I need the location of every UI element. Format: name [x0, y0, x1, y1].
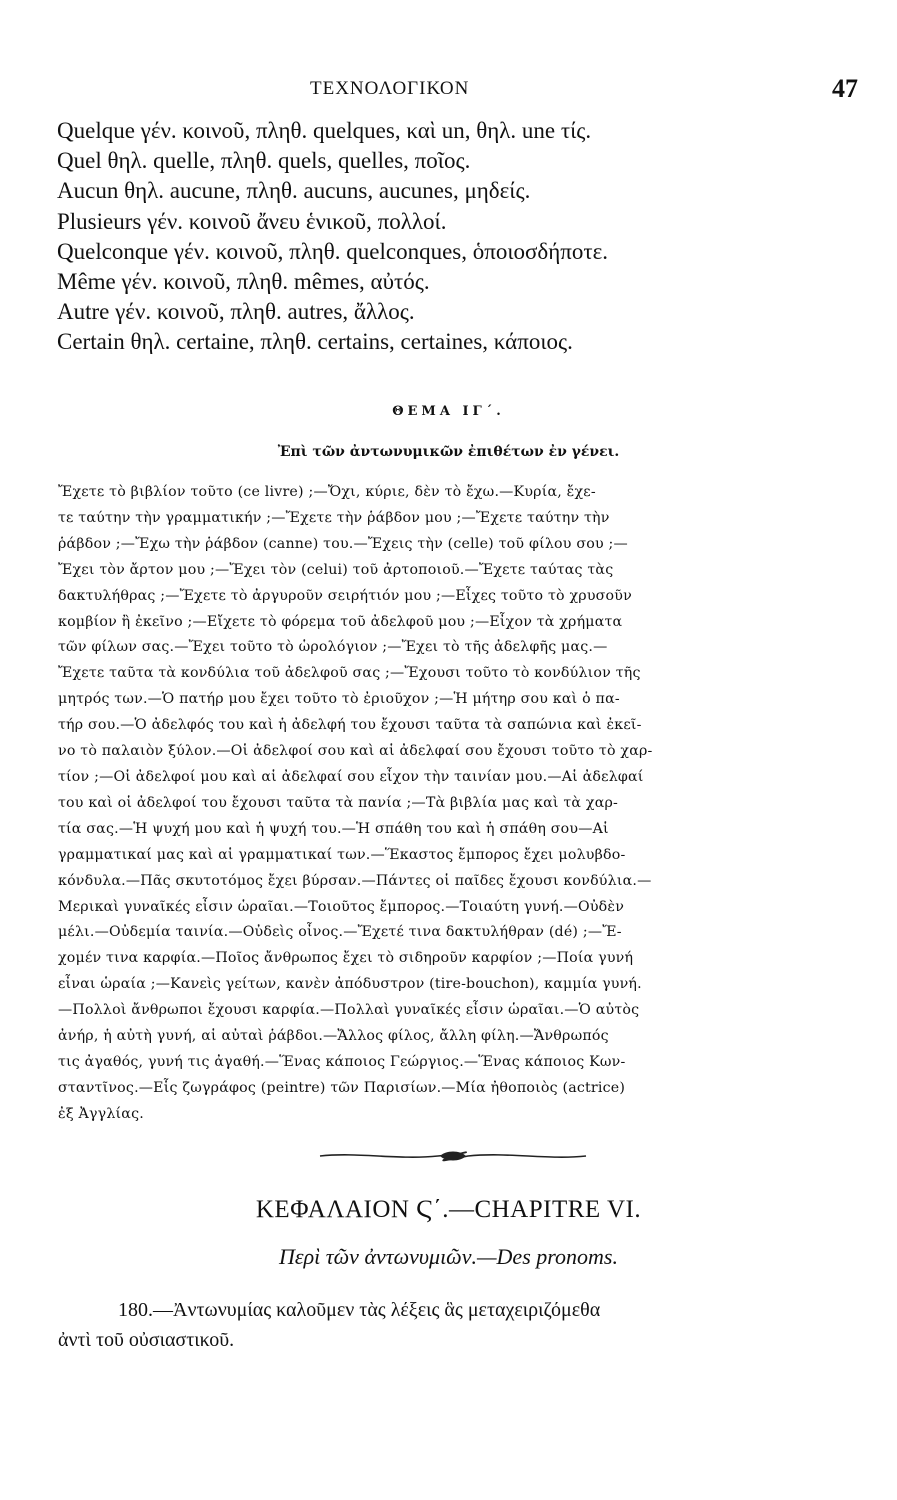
exercise-line: κόνδυλα.—Πᾶς σκυτοτόμος ἔχει βύρσαν.—Πάντες οἱ παῖδες ἔχουσι κονδύλια.— — [58, 872, 652, 889]
chapter-heading: ΚΕΦΑΛΑΙΟΝ Ϛ΄.—CHAPITRE VI. — [255, 1196, 642, 1223]
running-head — [0, 74, 897, 104]
theme-subtitle: Ἐπὶ τῶν ἀντωνυμικῶν ἐπιθέτων ἐν γένει. — [277, 444, 620, 460]
exercise-line: εἶναι ὡραία ;—Κανεὶς γείτων, κανὲν ἀπόδυστρον (tire-bouchon), καμμία γυνή. — [58, 976, 642, 993]
exercise-line: ἀνήρ, ἡ αὐτὴ γυνή, αἱ αὐταὶ ῥάβδοι.—Ἄλλος φίλος, ἄλλη φίλη.—Ἄνθρωπός — [58, 1028, 609, 1045]
entry-meme: Même γέν. κοινοῦ, πληθ. mêmes, αὐτός. — [57, 269, 430, 295]
entry-plusieurs: Plusieurs γέν. κοινοῦ ἄνευ ἑνικοῦ, πολλοί. — [57, 208, 447, 234]
exercise-line: τία σας.—Ἡ ψυχή μου καὶ ἡ ψυχή του.—Ἡ σπάθη του καὶ ἡ σπάθη σου—Αἱ — [58, 820, 609, 837]
exercise-text — [58, 480, 858, 1128]
paragraph-line: ἀντὶ τοῦ οὐσιαστικοῦ. — [58, 1329, 235, 1351]
exercise-line: Ἔχετε τὸ βιβλίον τοῦτο (ce livre) ;—Ὄχι, κύριε, δὲν τὸ ἔχω.—Κυρία, ἔχε- — [58, 484, 596, 500]
exercise-line: Μερικαὶ γυναῖκές εἶσιν ὡραῖαι.—Τοιοῦτος ἔμπορος.—Τοιαύτη γυνή.—Οὐδὲν — [58, 898, 625, 915]
exercise-line: νο τὸ παλαιὸν ξύλον.—Οἱ ἀδελφοί σου καὶ αἱ ἀδελφαί σου ἔχουσι τοῦτο τὸ χαρ- — [58, 743, 653, 760]
chapter-subheading: Περὶ τῶν ἀντωνυμιῶν.—Des pronoms. — [279, 1244, 618, 1269]
entry-quel: Quel θηλ. quelle, πληθ. quels, quelles, ποῖος. — [57, 148, 471, 174]
exercise-line: σταντῖνος.—Εἷς ζωγράφος (peintre) τῶν Παρισίων.—Μία ἠθοποιὸς (actrice) — [58, 1079, 626, 1096]
exercise-line: Ἔχετε ταῦτα τὰ κονδύλια τοῦ ἀδελφοῦ σας ;—Ἔχουσι τοῦτο τὸ κονδύλιον τῆς — [58, 665, 641, 682]
exercise-line: —Πολλοὶ ἄνθρωποι ἔχουσι καρφία.—Πολλαὶ γυναῖκές εἶσιν ὡραῖαι.—Ὁ αὐτὸς — [58, 1002, 640, 1019]
exercise-line: μέλι.—Οὐδεμία ταινία.—Οὐδεὶς οἶνος.—Ἔχετέ τινα δακτυλήθραν (dé) ;—Ἔ- — [58, 924, 622, 941]
entry-quelque: Quelque γέν. κοινοῦ, πληθ. quelques, καὶ un, θηλ. une τίς. — [57, 118, 592, 143]
entry-quelconque: Quelconque γέν. κοινοῦ, πληθ. quelconques, ὁποιοσδήποτε. — [57, 238, 609, 264]
exercise-line: τε ταύτην τὴν γραμματικήν ;—Ἔχετε τὴν ῥάβδον μου ;—Ἔχετε ταύτην τὴν — [58, 509, 610, 526]
exercise-line: γραμματικαί μας καὶ αἱ γραμματικαί των.—Ἕκαστος ἔμπορος ἔχει μολυβδο- — [58, 846, 626, 863]
pronoun-entry-list — [57, 116, 857, 358]
exercise-line: ἐξ Ἀγγλίας. — [58, 1105, 144, 1122]
exercise-line: ῥάβδον ;—Ἔχω τὴν ῥάβδον (canne) του.—Ἔχεις τὴν (celle) τοῦ φίλου σου ;— — [58, 535, 628, 552]
page-number: 47 — [832, 74, 858, 103]
exercise-line: μητρός των.—Ὁ πατήρ μου ἔχει τοῦτο τὸ ἐριοῦχον ;—Ἡ μήτηρ σου καὶ ὁ πα- — [58, 691, 620, 708]
entry-autre: Autre γέν. κοινοῦ, πληθ. autres, ἄλλος. — [57, 299, 415, 325]
paragraph-line: 180.—Ἀντωνυμίας καλοῦμεν τὰς λέξεις ἃς μεταχειριζόμεθα — [118, 1299, 601, 1321]
exercise-line: χομέν τινα καρφία.—Ποῖος ἄνθρωπος ἔχει τὸ σιδηροῦν καρφίον ;—Ποία γυνή — [58, 950, 634, 967]
exercise-line: Ἔχει τὸν ἄρτον μου ;—Ἔχει τὸν (celui) τοῦ ἀρτοποιοῦ.—Ἔχετε ταύτας τὰς — [58, 561, 614, 578]
exercise-line: τις ἀγαθός, γυνή τις ἀγαθή.—Ἕνας κάποιος Γεώργιος.—Ἕνας κάποιος Κων- — [58, 1053, 626, 1070]
exercise-line: του καὶ οἱ ἀδελφοί του ἔχουσι ταῦτα τὰ πανία ;—Τὰ βιβλία μας καὶ τὰ χαρ- — [58, 794, 619, 811]
exercise-line: τῶν φίλων σας.—Ἔχει τοῦτο τὸ ὡρολόγιον ;—Ἔχει τὸ τῆς ἀδελφῆς μας.— — [58, 639, 608, 656]
theme-title: ΘΕΜΑ ΙΓ΄. — [392, 404, 505, 419]
paragraph-180 — [58, 1295, 858, 1355]
ornament-divider — [318, 1148, 588, 1164]
running-title: ΤΕΧΝΟΛΟΓΙΚΟΝ — [310, 78, 470, 99]
entry-aucun: Aucun θηλ. aucune, πληθ. aucuns, aucunes, μηδείς. — [57, 178, 531, 204]
exercise-line: τίον ;—Οἱ ἀδελφοί μου καὶ αἱ ἀδελφαί σου εἶχον τὴν ταινίαν μου.—Αἱ ἀδελφαί — [58, 768, 644, 785]
exercise-line: κομβίον ἢ ἐκεῖνο ;—Εἴχετε τὸ φόρεμα τοῦ ἀδελφοῦ μου ;—Εἶχον τὰ χρήματα — [58, 613, 623, 630]
entry-certain: Certain θηλ. certaine, πληθ. certains, certaines, κάποιος. — [57, 329, 573, 355]
exercise-line: δακτυλήθρας ;—Ἔχετε τὸ ἀργυροῦν σειρήτιόν μου ;—Εἶχες τοῦτο τὸ χρυσοῦν — [58, 587, 632, 604]
exercise-line: τήρ σου.—Ὁ ἀδελφός του καὶ ἡ ἀδελφή του ἔχουσι ταῦτα τὰ σαπώνια καὶ ἐκεῖ- — [58, 717, 642, 734]
